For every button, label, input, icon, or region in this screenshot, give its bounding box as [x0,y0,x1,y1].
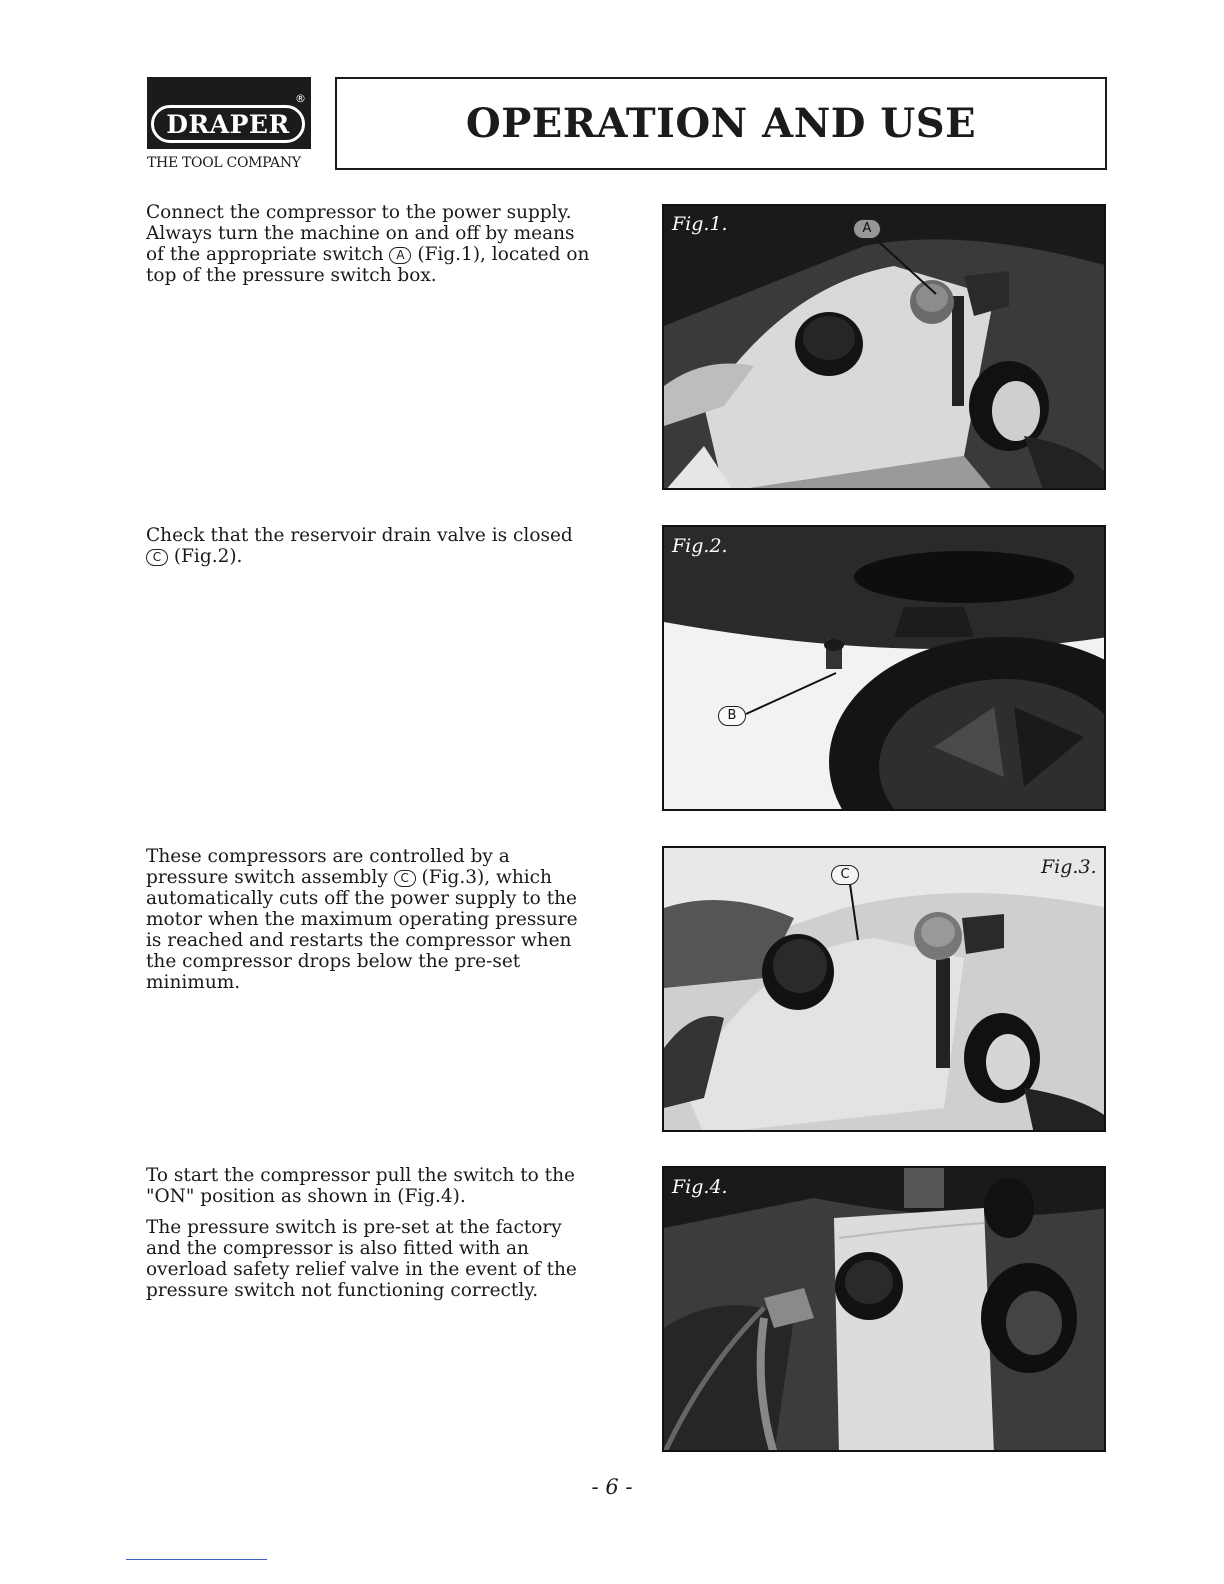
figure-4-photo [662,1166,1106,1452]
instruction-2 [146,525,596,577]
figure-3-label: Fig.3. [1041,856,1097,878]
instruction-4-paragraph-2: The pressure switch is pre-set at the factory and the compressor is also fitted with an overload safety relief valve in the event of the pressure switch not functioning correctly. [146,1217,577,1301]
instruction-1 [146,202,596,296]
reference-mark: C [146,549,168,566]
brand-tagline: THE TOOL COMPANY [147,155,301,171]
figure-3-photo [662,846,1106,1132]
instruction-2-text-a: Check that the reservoir drain valve is closed [146,525,573,546]
page-title: OPERATION AND USE [465,100,977,147]
callout-c: C [831,865,859,885]
figure-2-photo [662,525,1106,811]
instruction-3-text-b: (Fig.3), which automatically cuts off the power supply to the motor when the maximum operating pressure is reached and restarts the compressor when the compressor drops below the pre-set minimum. [146,867,578,993]
instruction-1-text-b: (Fig.1), located on top of the pressure switch box. [146,244,590,286]
instruction-4 [146,1165,596,1311]
callout-a: A [853,219,881,239]
instruction-2-text-b: (Fig.2). [168,546,243,567]
instruction-4-paragraph-1: To start the compressor pull the switch to the "ON" position as shown in (Fig.4). [146,1165,575,1207]
instruction-3-text-a: These compressors are controlled by a pressure switch assembly [146,846,510,888]
reference-mark: A [389,247,411,264]
brand-name: DRAPER [151,105,305,143]
instruction-3 [146,846,596,1003]
reference-mark: C [394,870,416,887]
title-box [335,77,1107,170]
footer-rule [126,1559,267,1560]
page-number: - 6 - [591,1475,633,1499]
figure-1-label: Fig.1. [672,213,728,235]
registered-mark: ® [295,92,306,105]
figure-4-label: Fig.4. [672,1176,728,1198]
callout-b: B [718,706,746,726]
figure-2-label: Fig.2. [672,535,728,557]
instruction-1-text-a: Connect the compressor to the power supply. Always turn the machine on and off by means of the appropriate switch [146,202,575,265]
figure-1-photo [662,204,1106,490]
